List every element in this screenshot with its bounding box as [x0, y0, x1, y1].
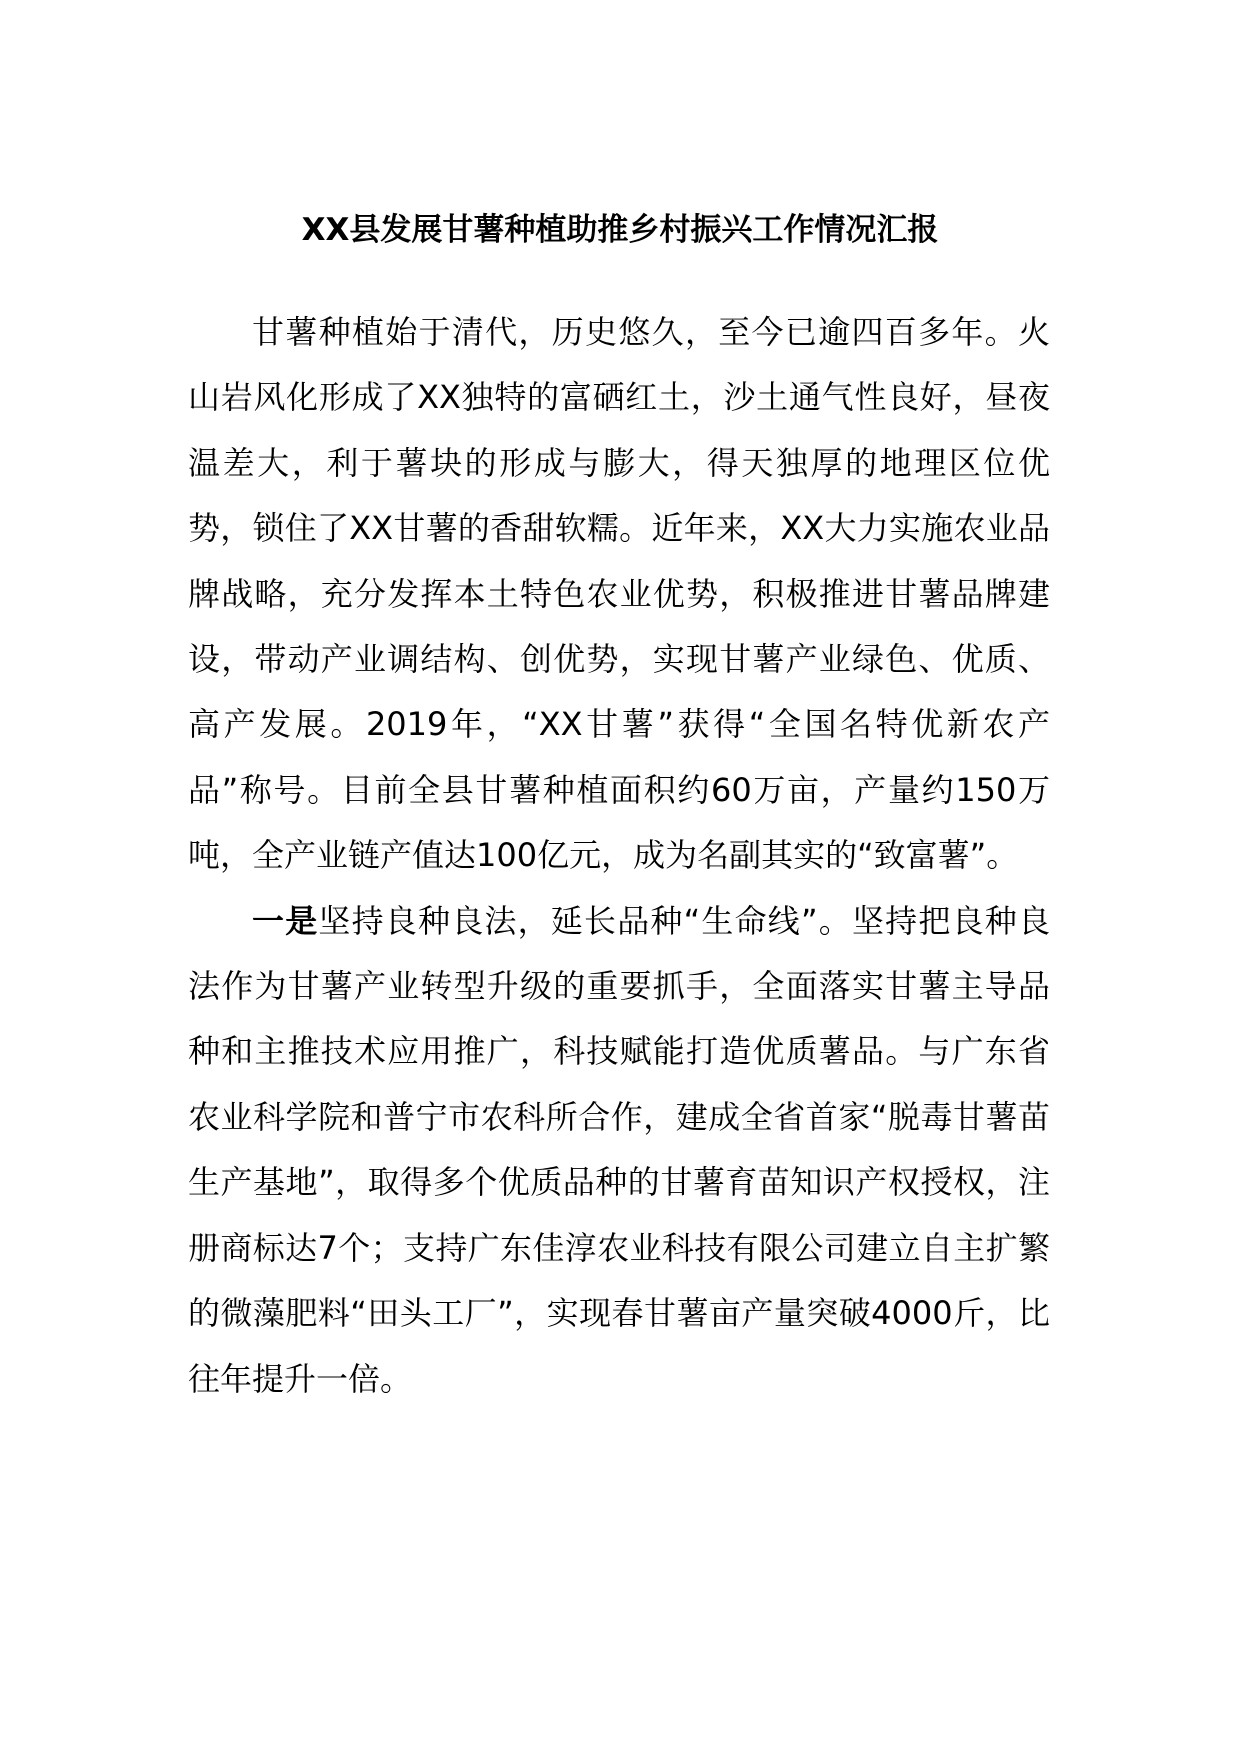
document-body — [188, 300, 1050, 1412]
paragraph-intro — [188, 300, 1050, 889]
paragraph-point-one — [188, 889, 1050, 1412]
paragraph-lead: 一是 — [252, 901, 319, 940]
paragraph-text: 坚持良种良法，延长品种“生命线”。坚持把良种良法作为甘薯产业转型升级的重要抓手，全面落实甘薯主导品种和主推技术应用推广，科技赋能打造优质薯品。与广东省农业科学院和普宁市农科所合作，建成全省首家“脱毒甘薯苗生产基地”，取得多个优质品种的甘薯育苗知识产权授权，注册商标达7个；支持广东佳淳农业科技有限公司建立自主扩繁的微藻肥料“田头工厂”，实现春甘薯亩产量突破4000斤，比往年提升一倍。 — [188, 901, 1050, 1398]
paragraph-text: 甘薯种植始于清代，历史悠久，至今已逾四百多年。火山岩风化形成了XX独特的富硒红土，沙土通气性良好，昼夜温差大，利于薯块的形成与膨大，得天独厚的地理区位优势，锁住了XX甘薯的香甜软糯。近年来，XX大力实施农业品牌战略，充分发挥本土特色农业优势，积极推进甘薯品牌建设，带动产业调结构、创优势，实现甘薯产业绿色、优质、高产发展。2019年，“XX甘薯”获得“全国名特优新农产品”称号。目前全县甘薯种植面积约60万亩，产量约150万吨，全产业链产值达100亿元，成为名副其实的“致富薯”。 — [188, 313, 1050, 875]
document-title: XX县发展甘薯种植助推乡村振兴工作情况汇报 — [301, 212, 939, 248]
